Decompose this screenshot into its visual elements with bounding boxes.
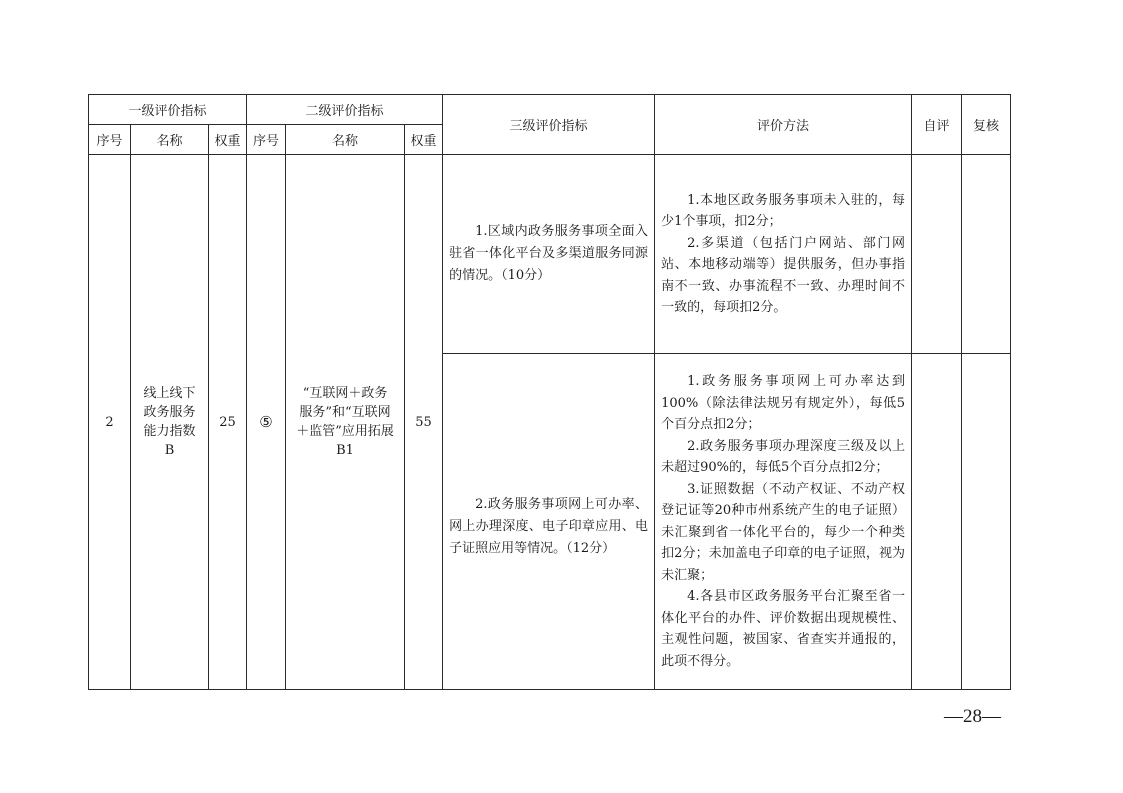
method-item: 2.政务服务事项办理深度三级及以上未超过90%的，每低5个百分点扣2分； [661, 438, 906, 475]
l3-text: 2.政务服务事项网上可办率、网上办理深度、电子印章应用、电子证照应用等情况。（12分） [449, 496, 649, 556]
review-cell-1 [962, 155, 1011, 354]
self-eval-header: 自评 [912, 95, 962, 155]
l1-seq-cell: 2 [89, 155, 131, 690]
table-row [89, 155, 1011, 354]
l2-seq-cell: ⑤ [247, 155, 286, 690]
method-item: 2.多渠道（包括门户网站、部门网站、本地移动端等）提供服务，但办事指南不一致、办事流程不一致、办理时间不一致的，每项扣2分。 [661, 235, 906, 315]
self-eval-cell-1 [912, 155, 962, 354]
l1-name-line: B [164, 443, 175, 458]
l2-name-line: B1 [336, 443, 354, 458]
l2-name-line: ＋监管”应用拓展 [296, 424, 394, 439]
l2-name-cell [286, 155, 405, 690]
l1-weight-cell: 25 [209, 155, 247, 690]
method-item: 1.政务服务事项网上可办率达到100%（除法律法规另有规定外），每低5个百分点扣2分； [661, 374, 906, 432]
l1-seq-header: 序号 [89, 125, 131, 155]
evaluation-table [88, 94, 1011, 690]
review-cell-2 [962, 354, 1011, 690]
l1-name-line: 政务服务 [143, 405, 196, 420]
method-item: 1.本地区政务服务事项未入驻的，每少1个事项，扣2分； [661, 192, 906, 229]
l2-weight-header: 权重 [405, 125, 443, 155]
level2-header: 二级评价指标 [247, 95, 443, 125]
l2-name-line: 服务”和“互联网 [299, 405, 391, 420]
l2-seq-header: 序号 [247, 125, 286, 155]
l2-weight-cell: 55 [405, 155, 443, 690]
method-cell-2 [655, 354, 912, 690]
l3-cell-1 [443, 155, 655, 354]
level3-header: 三级评价指标 [443, 95, 655, 155]
l3-text: 1.区域内政务服务事项全面入驻省一体化平台及多渠道服务同源的情况。（10分） [449, 224, 649, 283]
method-header: 评价方法 [655, 95, 912, 155]
page-number: —28— [944, 706, 1001, 727]
self-eval-cell-2 [912, 354, 962, 690]
header-row-1 [89, 95, 1011, 125]
l1-weight-header: 权重 [209, 125, 247, 155]
method-cell-1 [655, 155, 912, 354]
l1-name-line: 线上线下 [143, 386, 196, 401]
l1-name-cell [131, 155, 209, 690]
l1-name-line: 能力指数 [143, 424, 196, 439]
l3-cell-2 [443, 354, 655, 690]
method-item: 4.各县市区政务服务平台汇聚至省一体化平台的办件、评价数据出现规模性、主观性问题，被国家、省查实并通报的，此项不得分。 [661, 589, 906, 669]
spacer [449, 560, 648, 670]
method-item: 3.证照数据（不动产权证、不动产权登记证等20种市州系统产生的电子证照）未汇聚到省一体化平台的，每少一个种类扣2分；未加盖电子印章的电子证照，视为未汇聚； [661, 481, 906, 583]
review-header: 复核 [962, 95, 1011, 155]
l1-name-header: 名称 [131, 125, 209, 155]
spacer [449, 374, 648, 494]
l2-name-line: “互联网＋政务 [302, 386, 388, 401]
level1-header: 一级评价指标 [89, 95, 247, 125]
l2-name-header: 名称 [286, 125, 405, 155]
